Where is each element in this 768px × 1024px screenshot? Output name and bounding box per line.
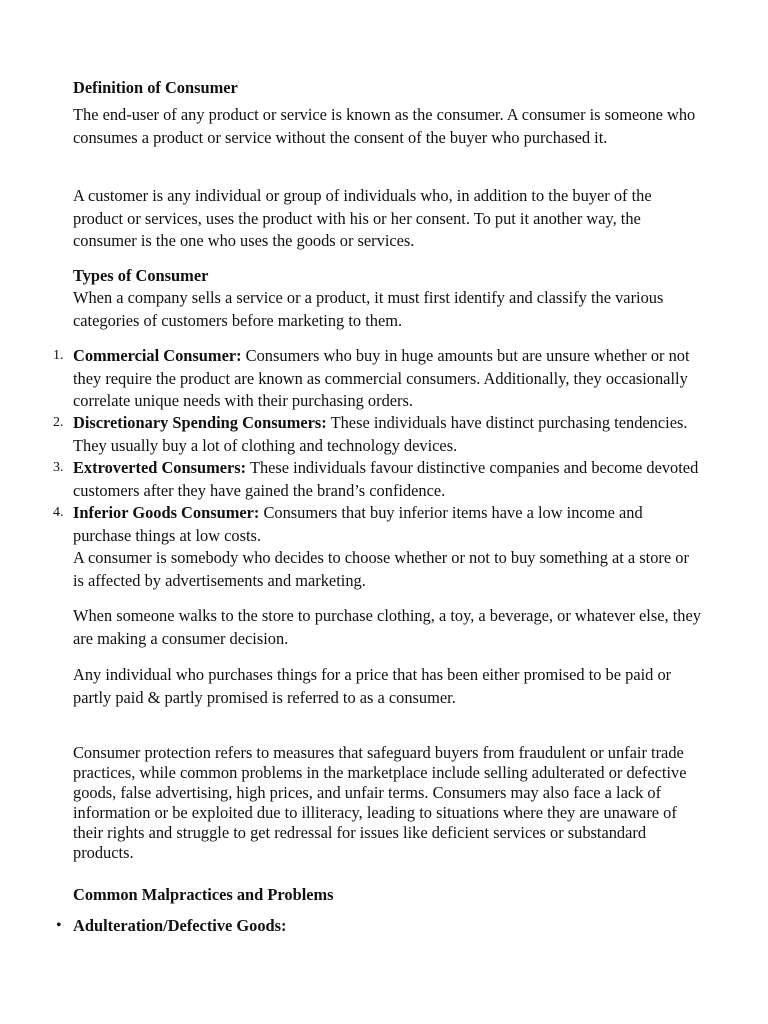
body-paragraph-3: Any individual who purchases things for a price that has been either promised to be paid or partly paid & partly promised is referred to as a consumer. bbox=[73, 665, 672, 707]
list-item-term: Discretionary Spending Consumers: bbox=[73, 413, 327, 432]
list-item-term: Extroverted Consumers: bbox=[73, 458, 247, 477]
list-item-text bbox=[73, 345, 701, 413]
malpractices-heading: Common Malpractices and Problems bbox=[73, 885, 334, 904]
body-paragraph-1: A consumer is somebody who decides to choose whether or not to buy something at a store or is affected by advertisements and marketing. bbox=[73, 548, 689, 590]
list-item-description: These individuals have distinct purchasing tendencies. They usually buy a lot of clothing and technology devices. bbox=[73, 413, 688, 455]
list-item-text bbox=[73, 502, 701, 547]
bullet-marker: • bbox=[56, 917, 62, 934]
list-number: 1. bbox=[53, 348, 64, 363]
types-heading: Types of Consumer bbox=[73, 266, 209, 285]
list-number: 3. bbox=[53, 460, 64, 475]
list-item-text bbox=[73, 457, 701, 502]
list-item-term: Commercial Consumer: bbox=[73, 346, 242, 365]
list-item-term: Inferior Goods Consumer: bbox=[73, 503, 260, 522]
body-paragraph-2: When someone walks to the store to purchase clothing, a toy, a beverage, or whatever else, they are making a consumer decision. bbox=[73, 606, 701, 648]
types-intro: When a company sells a service or a product, it must first identify and classify the various categories of customers before marketing to them. bbox=[73, 288, 664, 330]
definition-paragraph-1: The end-user of any product or service is known as the consumer. A consumer is someone who consumes a product or service without the consent of the buyer who purchased it. bbox=[73, 105, 696, 147]
list-item-description: These individuals favour distinctive companies and become devoted customers after they have gained the brand’s confidence. bbox=[73, 458, 699, 500]
list-item-text bbox=[73, 412, 701, 457]
malpractice-item-adulteration: Adulteration/Defective Goods: bbox=[73, 916, 287, 935]
list-number: 4. bbox=[53, 505, 64, 520]
definition-paragraph-2: A customer is any individual or group of individuals who, in addition to the buyer of the product or services, uses the product with his or her consent. To put it another way, the consumer is the one who uses the goods or services. bbox=[73, 186, 652, 250]
list-item-description: Consumers that buy inferior items have a low income and purchase things at low costs. bbox=[73, 503, 643, 545]
list-number: 2. bbox=[53, 415, 64, 430]
list-item-description: Consumers who buy in huge amounts but are unsure whether or not they require the product are known as commercial consumers. Additionally, they occasionally correlate unique needs with their purchasing orders. bbox=[73, 346, 690, 410]
definition-heading: Definition of Consumer bbox=[73, 78, 238, 97]
body-paragraph-4: Consumer protection refers to measures that safeguard buyers from fraudulent or unfair trade practices, while common problems in the marketplace include selling adulterated or defective goods, false advertising, high prices, and unfair terms. Consumers may also face a lack of information or be exploited due to illiteracy, leading to situations where they are unaware of their rights and struggle to get redressal for issues like deficient services or substandard products. bbox=[73, 743, 687, 862]
